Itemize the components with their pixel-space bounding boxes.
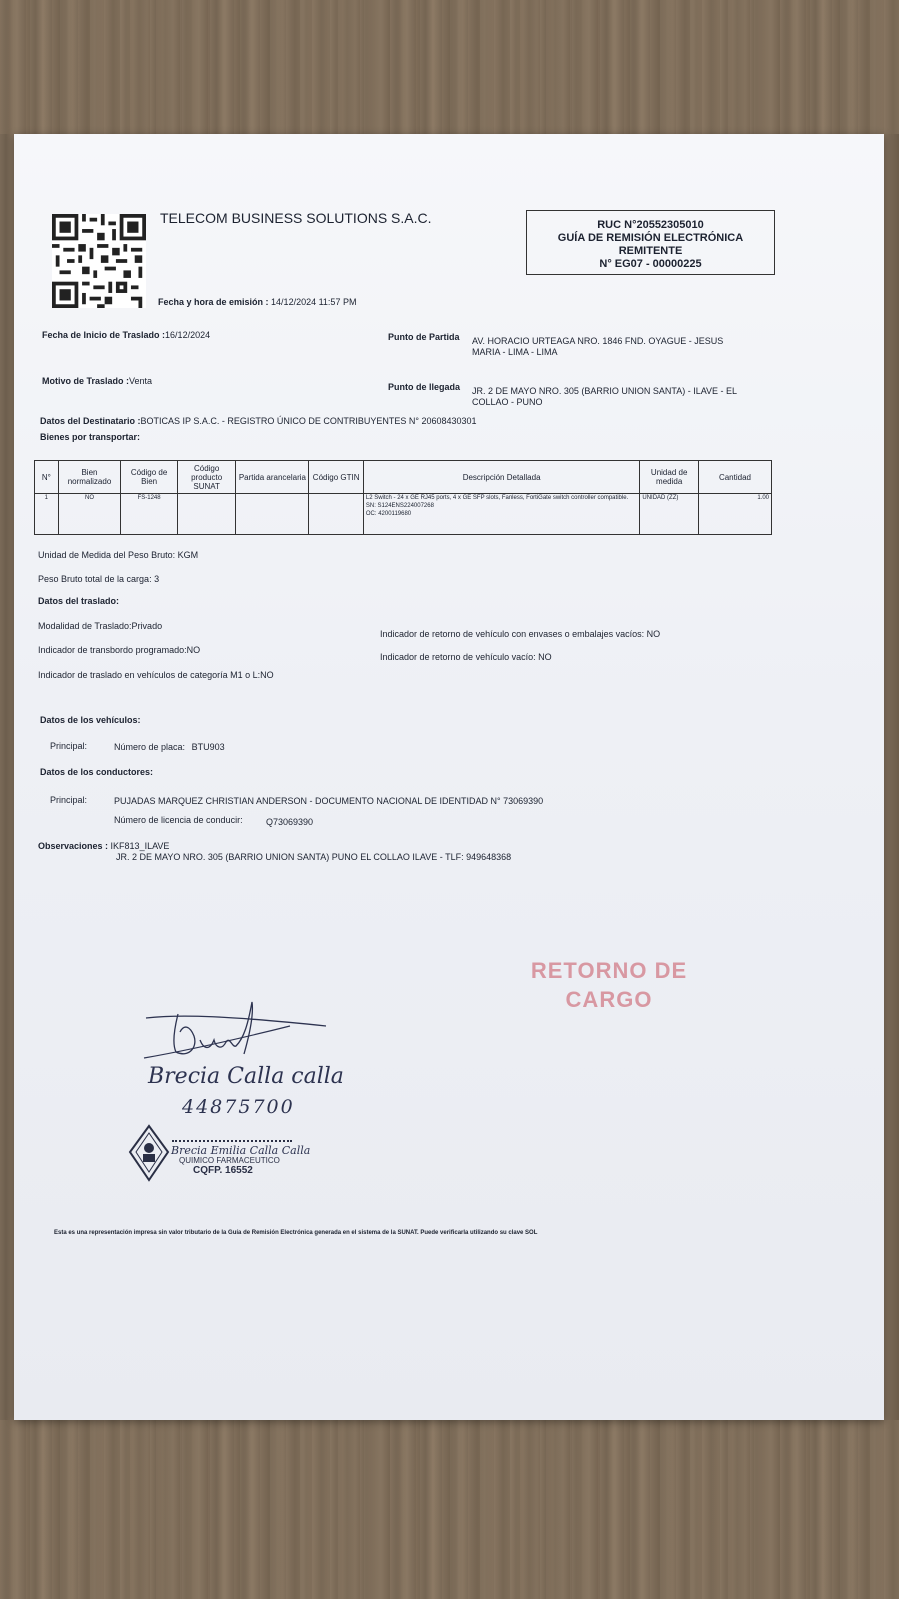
observations-line2: JR. 2 DE MAYO NRO. 305 (BARRIO UNION SANTA) PUNO EL COLLAO ILAVE - TLF: 949648368	[116, 852, 512, 862]
cell-partida	[236, 494, 309, 535]
doc-type-line1: GUÍA DE REMISIÓN ELECTRÓNICA	[557, 232, 744, 244]
col-gtin: Código GTIN	[309, 461, 363, 494]
reason-label: Motivo de Traslado :	[42, 376, 130, 386]
seal-dotted-line	[172, 1140, 292, 1142]
qr-code-icon	[52, 214, 146, 308]
return-stamp	[519, 956, 699, 1014]
wood-table-bottom	[0, 1420, 899, 1599]
col-n: N°	[35, 461, 59, 494]
ruc-number: RUC N°20552305010	[597, 219, 704, 231]
seal-cqfp: CQFP. 16552	[193, 1165, 253, 1176]
stamp-line2: CARGO	[565, 987, 653, 1012]
recipient-value: BOTICAS IP S.A.C. - REGISTRO ÚNICO DE CONTRIBUYENTES N° 20608430301	[140, 416, 477, 426]
cell-code: FS-1248	[121, 494, 178, 535]
driver-principal-label: Principal:	[50, 795, 88, 805]
arrival-address	[472, 386, 737, 408]
start-date-label: Fecha de Inicio de Traslado :	[42, 330, 166, 340]
license-value: Q73069390	[266, 817, 314, 827]
table-header-row	[35, 461, 772, 494]
col-description: Descripción Detallada	[363, 461, 640, 494]
recipient-row	[40, 416, 477, 426]
start-date-row	[42, 330, 210, 340]
doc-type-line2: REMITENTE	[618, 245, 683, 257]
cell-description	[363, 494, 640, 535]
reason-row	[42, 376, 152, 386]
return-containers: Indicador de retorno de vehículo con envases o embalajes vacíos: NO	[380, 629, 661, 639]
plate-label: Número de placa:	[114, 742, 186, 752]
cell-qty: 1.00	[698, 494, 771, 535]
weight-total: Peso Bruto total de la carga: 3	[38, 574, 160, 584]
document-page	[14, 134, 884, 1420]
footer-note: Esta es una representación impresa sin valor tributario de la Guía de Remisión Electrónica generada en el sistema de la SUNAT. Puede verificarla utilizando su clave SOL	[54, 1230, 538, 1236]
transfer-title: Datos del traslado:	[38, 596, 120, 606]
stamp-line1: RETORNO DE	[530, 958, 688, 983]
weight-unit: Unidad de Medida del Peso Bruto: KGM	[38, 550, 199, 560]
col-unit: Unidad de medida	[640, 461, 699, 494]
desc-line2: SN: S124ENS224007268	[365, 503, 434, 509]
col-sunat: Código producto SUNAT	[177, 461, 236, 494]
company-name: TELECOM BUSINESS SOLUTIONS S.A.C.	[160, 210, 432, 226]
desc-line3: OC: 4200119680	[365, 511, 412, 517]
transshipment: Indicador de transbordo programado:NO	[38, 645, 201, 655]
wood-table-top	[0, 0, 899, 134]
emission-value: 14/12/2024 11:57 PM	[271, 297, 357, 307]
departure-address	[472, 336, 723, 358]
col-code: Código de Bien	[121, 461, 178, 494]
plate-value: BTU903	[191, 742, 225, 752]
col-normalized: Bien normalizado	[58, 461, 121, 494]
departure-label: Punto de Partida	[388, 332, 460, 342]
table-row	[35, 494, 772, 535]
goods-title: Bienes por transportar:	[40, 432, 141, 442]
cell-normalized: NO	[58, 494, 121, 535]
emission-label: Fecha y hora de emisión :	[158, 297, 269, 307]
col-partida: Partida arancelaria	[236, 461, 309, 494]
handwritten-name: Brecia Calla calla	[148, 1064, 344, 1089]
departure-line2: MARIA - LIMA - LIMA	[472, 347, 558, 357]
vehicles-title: Datos de los vehículos:	[40, 715, 141, 725]
observations	[38, 841, 511, 863]
seal-title: QUIMICO FARMACEUTICO	[179, 1156, 280, 1165]
pharmacy-seal	[171, 1146, 310, 1176]
arrival-label: Punto de llegada	[388, 382, 461, 392]
cell-unit: UNIDAD (ZZ)	[640, 494, 699, 535]
return-empty: Indicador de retorno de vehículo vacío: NO	[380, 652, 552, 662]
cell-gtin	[309, 494, 363, 535]
plate-row	[114, 742, 225, 752]
doc-number: N° EG07 - 00000225	[599, 258, 702, 270]
recipient-label: Datos del Destinatario :	[40, 416, 141, 426]
arrival-line2: COLLAO - PUNO	[472, 397, 543, 407]
m1-indicator: Indicador de traslado en vehículos de categoría M1 o L:NO	[38, 670, 274, 680]
cell-sunat	[177, 494, 236, 535]
observations-line1: IKF813_ILAVE	[110, 841, 170, 851]
cell-n: 1	[35, 494, 59, 535]
emission-row	[158, 297, 356, 307]
start-date-value: 16/12/2024	[165, 330, 211, 340]
observations-label: Observaciones :	[38, 841, 109, 851]
goods-table	[34, 460, 772, 535]
reason-value: Venta	[129, 376, 153, 386]
driver-name: PUJADAS MARQUEZ CHRISTIAN ANDERSON - DOCUMENTO NACIONAL DE IDENTIDAD N° 73069390	[114, 796, 544, 806]
handwritten-dni: 44875700	[182, 1096, 295, 1118]
license-label: Número de licencia de conducir:	[114, 815, 243, 825]
arrival-line1: JR. 2 DE MAYO NRO. 305 (BARRIO UNION SANTA) - ILAVE - EL	[472, 386, 738, 396]
pharmacy-emblem-icon	[128, 1124, 170, 1182]
col-qty: Cantidad	[698, 461, 771, 494]
vehicle-principal-label: Principal:	[50, 741, 88, 751]
departure-line1: AV. HORACIO URTEAGA NRO. 1846 FND. OYAGUE - JESUS	[472, 336, 724, 346]
drivers-title: Datos de los conductores:	[40, 767, 154, 777]
transfer-mode: Modalidad de Traslado:Privado	[38, 621, 163, 631]
seal-name: Brecia Emilia Calla Calla	[171, 1144, 311, 1157]
ruc-box	[526, 210, 775, 275]
desc-line1: L2 Switch - 24 x GE RJ45 ports, 4 x GE SFP slots, Fanless, FortiGate switch controller compatible.	[365, 495, 629, 501]
